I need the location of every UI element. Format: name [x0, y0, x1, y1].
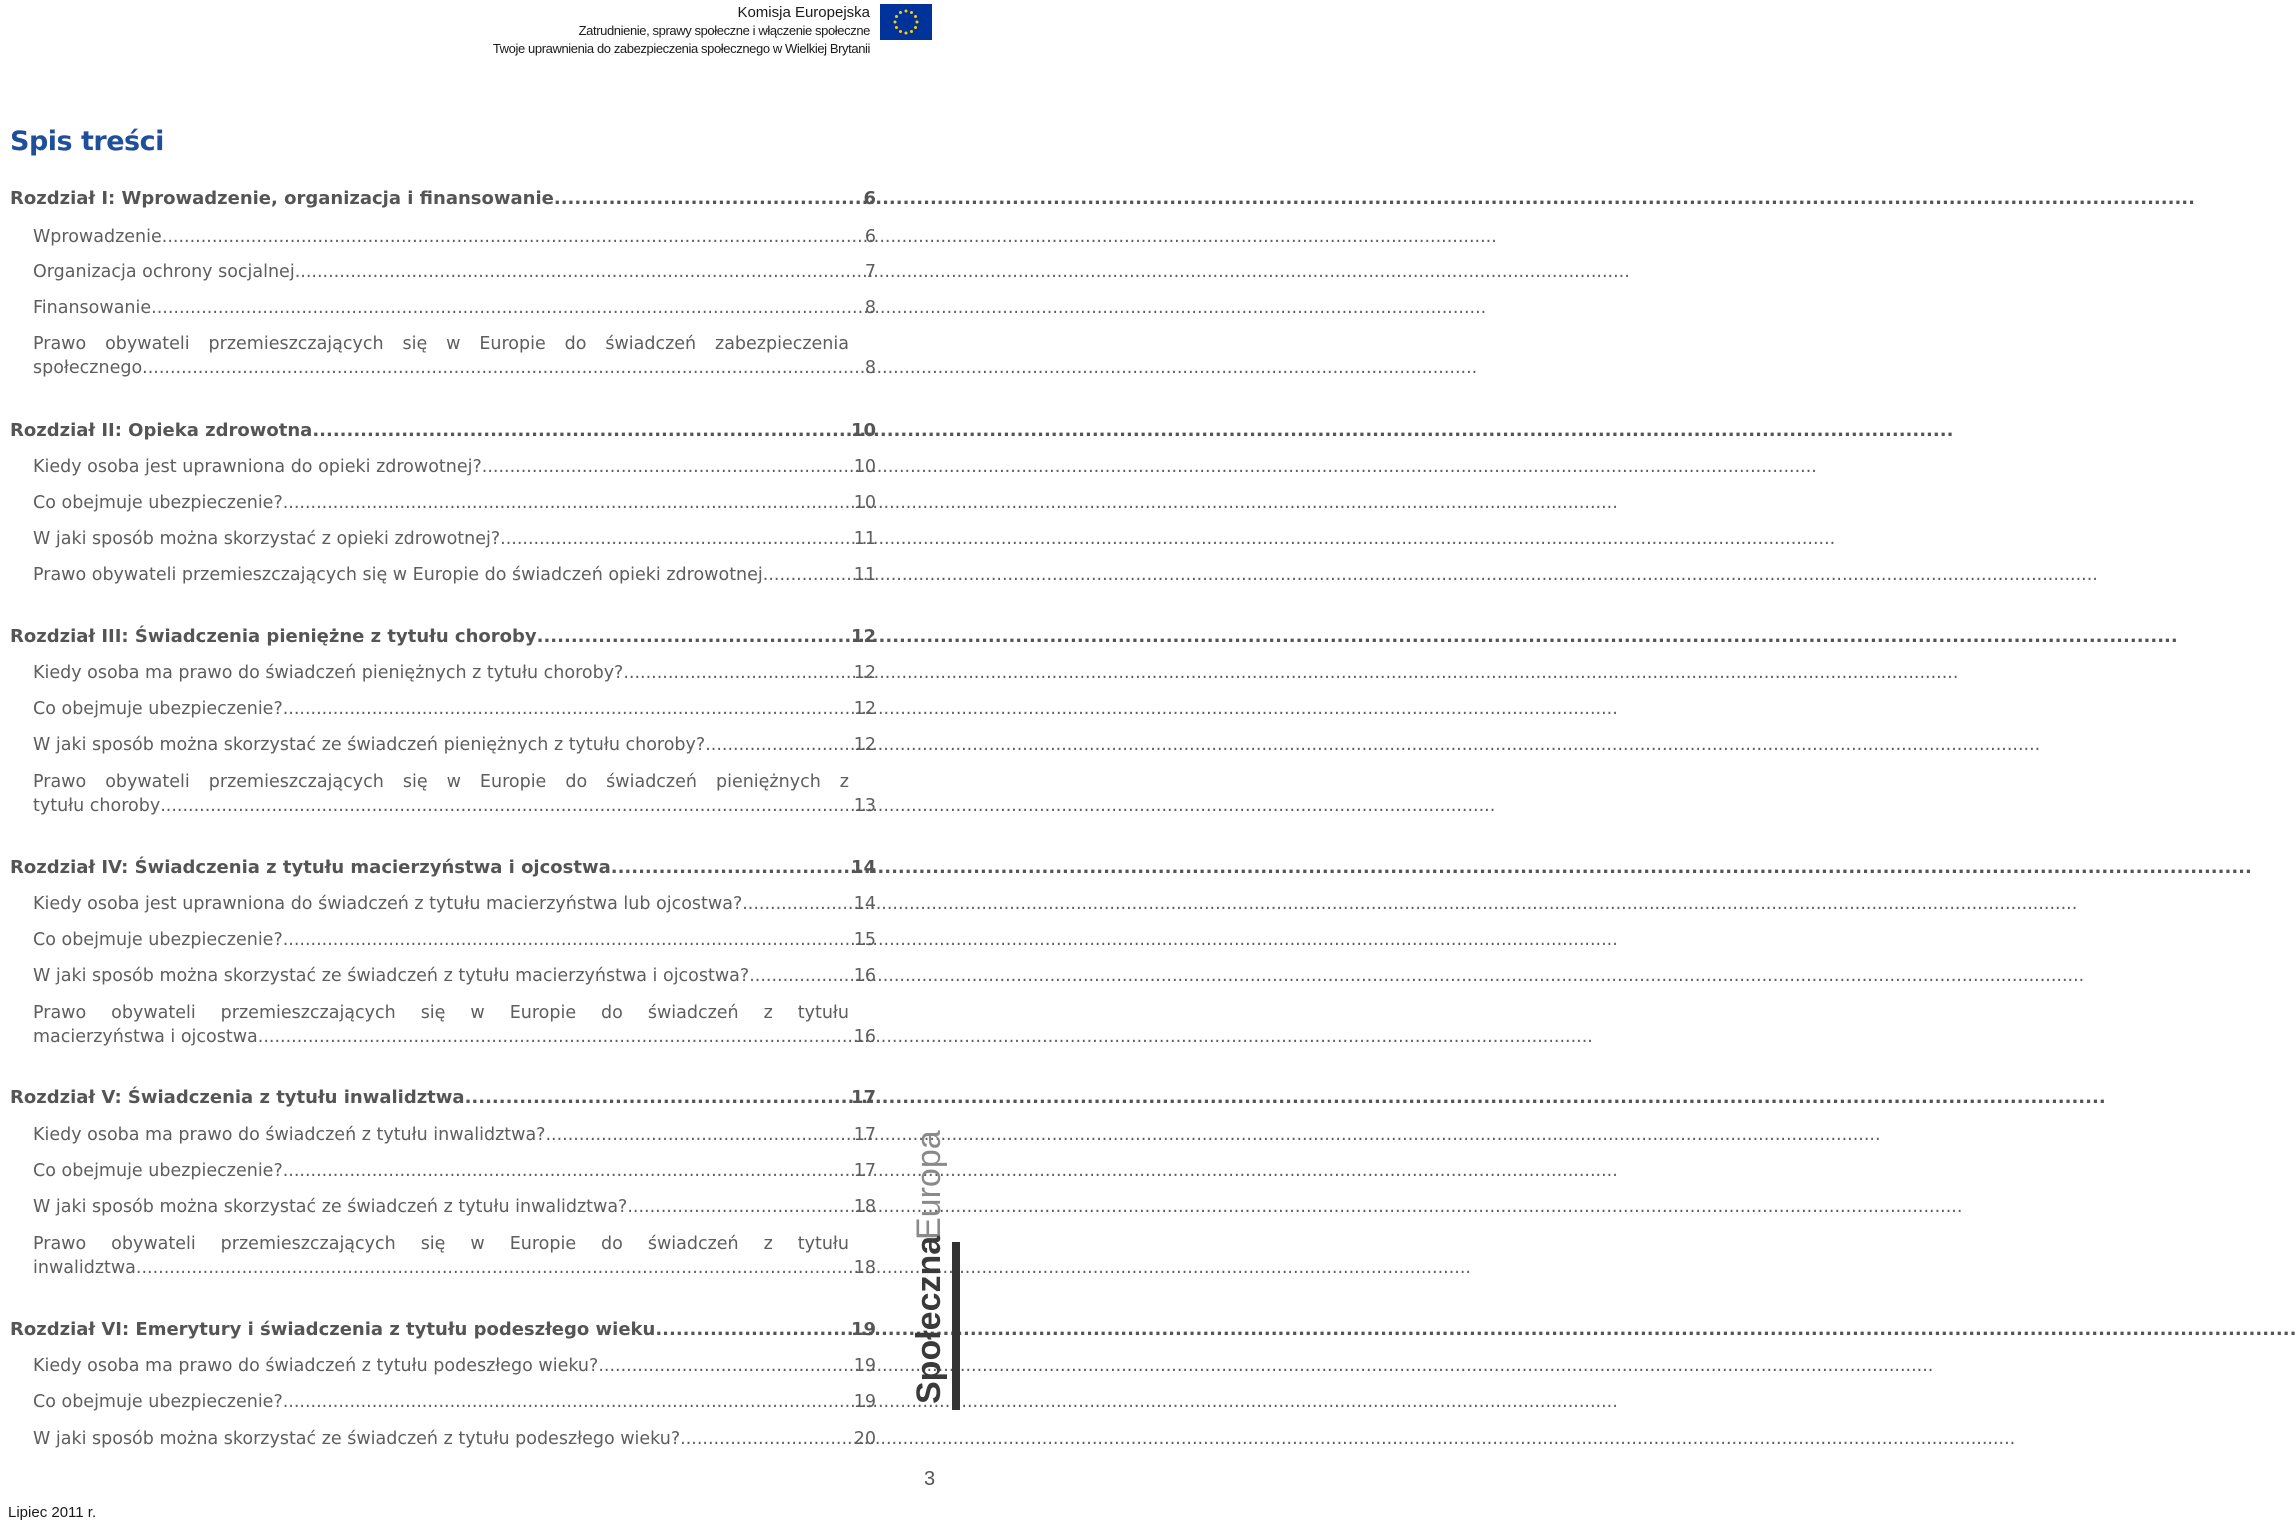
toc-entry-page: 20 — [853, 1429, 876, 1449]
toc-entry-title: W jaki sposób można skorzystać ze świadczeń pieniężnych z tytułu choroby? — [33, 735, 706, 755]
toc-section-5-1[interactable] — [33, 1125, 876, 1145]
toc-entry-title: Rozdział V: Świadczenia z tytułu inwalidztwa — [10, 1087, 465, 1108]
toc-entry-page: 8 — [864, 358, 876, 378]
toc-section-1-4-line1[interactable]: Prawo obywateli przemieszczających się w Europie do świadczeń zabezpieczenia — [33, 334, 849, 354]
brand-word-europa: Europa — [910, 1130, 948, 1240]
toc-section-2-4[interactable] — [33, 565, 876, 585]
toc-entry-title: Kiedy osoba jest uprawniona do opieki zdrowotnej? — [33, 457, 482, 477]
toc-entry-page: 18 — [853, 1197, 876, 1217]
toc-entry-title: Rozdział IV: Świadczenia z tytułu macierzyństwa i ojcostwa — [10, 857, 611, 878]
page-number: 3 — [924, 1468, 936, 1490]
toc-entry-title: Wprowadzenie — [33, 227, 162, 247]
toc-entry-title: społecznego — [33, 358, 143, 378]
header-organization: Komisja Europejska — [737, 4, 870, 21]
toc-section-6-1[interactable] — [33, 1356, 876, 1376]
toc-entry-page: 12 — [853, 735, 876, 755]
toc-section-2-3[interactable] — [33, 529, 876, 549]
toc-section-1-2[interactable] — [33, 262, 876, 282]
eu-star-icon — [905, 10, 908, 13]
toc-entry-title: Co obejmuje ubezpieczenie? — [33, 1161, 283, 1181]
toc-entry-page: 7 — [864, 262, 876, 282]
toc-chapter-4[interactable] — [10, 857, 876, 878]
toc-section-3-3[interactable] — [33, 735, 876, 755]
eu-star-icon — [916, 21, 919, 24]
header-document-title: Twoje uprawnienia do zabezpieczenia społecznego w Wielkiej Brytanii — [492, 41, 870, 56]
toc-section-3-4[interactable] — [33, 796, 876, 816]
toc-entry-page: 13 — [853, 796, 876, 816]
toc-entry-title: Kiedy osoba ma prawo do świadczeń z tytułu podeszłego wieku? — [33, 1356, 599, 1376]
toc-section-3-4-line1[interactable]: Prawo obywateli przemieszczających się w Europie do świadczeń pieniężnych z — [33, 772, 849, 792]
toc-entry-title: Kiedy osoba jest uprawniona do świadczeń z tytułu macierzyństwa lub ojcostwa? — [33, 894, 743, 914]
toc-entry-title: Co obejmuje ubezpieczenie? — [33, 930, 283, 950]
toc-entry-page: 16 — [853, 1027, 876, 1047]
toc-entry-title: W jaki sposób można skorzystać ze świadczeń z tytułu podeszłego wieku? — [33, 1429, 681, 1449]
toc-section-4-2[interactable] — [33, 930, 876, 950]
toc-entry-page: 19 — [850, 1319, 876, 1340]
toc-section-1-1[interactable] — [33, 227, 876, 247]
toc-chapter-5[interactable] — [10, 1087, 876, 1108]
eu-star-icon — [910, 30, 913, 33]
toc-entry-title: Rozdział VI: Emerytury i świadczenia z tytułu podeszłego wieku — [10, 1319, 656, 1340]
brand-word-spoleczna: Społeczna — [910, 1235, 948, 1404]
toc-chapter-2[interactable] — [10, 420, 876, 441]
toc-entry-page: 16 — [853, 966, 876, 986]
spoleczna-europa-logo — [898, 1110, 960, 1410]
toc-section-4-4[interactable] — [33, 1027, 876, 1047]
toc-entry-page: 12 — [850, 626, 876, 647]
document-header — [493, 4, 870, 58]
eu-star-icon — [894, 21, 897, 24]
eu-star-icon — [914, 15, 917, 18]
eu-star-icon — [899, 30, 902, 33]
footer-date: Lipiec 2011 r. — [8, 1504, 97, 1521]
toc-entry-page: 19 — [853, 1356, 876, 1376]
toc-entry-page: 17 — [853, 1125, 876, 1145]
header-department: Zatrudnienie, sprawy społeczne i włączenie społeczne — [578, 23, 870, 38]
toc-entry-title: Co obejmuje ubezpieczenie? — [33, 493, 283, 513]
toc-entry-title: Kiedy osoba ma prawo do świadczeń pieniężnych z tytułu choroby? — [33, 663, 624, 683]
eu-star-icon — [914, 26, 917, 29]
toc-entry-page: 14 — [853, 894, 876, 914]
toc-entry-page: 8 — [864, 298, 876, 318]
toc-section-4-3[interactable] — [33, 966, 876, 986]
eu-star-icon — [905, 32, 908, 35]
toc-entry-title: tytułu choroby — [33, 796, 161, 816]
toc-entry-page: 17 — [850, 1087, 876, 1108]
toc-entry-page: 6 — [863, 188, 876, 209]
toc-chapter-6[interactable] — [10, 1319, 876, 1340]
toc-section-5-2[interactable] — [33, 1161, 876, 1181]
toc-chapter-3[interactable] — [10, 626, 876, 647]
toc-entry-title: W jaki sposób można skorzystać ze świadczeń z tytułu macierzyństwa i ojcostwa? — [33, 966, 750, 986]
toc-section-6-3[interactable] — [33, 1429, 876, 1449]
toc-entry-title: inwalidztwa — [33, 1258, 136, 1278]
toc-entry-title: Organizacja ochrony socjalnej — [33, 262, 295, 282]
toc-entry-page: 11 — [853, 529, 876, 549]
toc-section-2-1[interactable] — [33, 457, 876, 477]
toc-section-5-4-line1[interactable]: Prawo obywateli przemieszczających się w Europie do świadczeń z tytułu — [33, 1234, 849, 1254]
toc-section-1-4[interactable] — [33, 358, 876, 378]
toc-entry-title: Prawo obywateli przemieszczających się w Europie do świadczeń opieki zdrowotnej — [33, 565, 763, 585]
toc-section-4-4-line1[interactable]: Prawo obywateli przemieszczających się w Europie do świadczeń z tytułu — [33, 1003, 849, 1023]
eu-star-icon — [895, 15, 898, 18]
toc-section-4-1[interactable] — [33, 894, 876, 914]
toc-entry-title: Rozdział II: Opieka zdrowotna — [10, 420, 313, 441]
toc-entry-page: 10 — [850, 420, 876, 441]
toc-heading: Spis treści — [10, 126, 164, 157]
toc-entry-title: W jaki sposób można skorzystać z opieki zdrowotnej? — [33, 529, 501, 549]
eu-star-icon — [910, 11, 913, 14]
toc-entry-page: 6 — [864, 227, 876, 247]
toc-entry-page: 14 — [850, 857, 876, 878]
toc-entry-title: Rozdział I: Wprowadzenie, organizacja i finansowanie — [10, 188, 554, 209]
toc-chapter-1[interactable] — [10, 188, 876, 209]
toc-section-5-4[interactable] — [33, 1258, 876, 1278]
toc-entry-title: Co obejmuje ubezpieczenie? — [33, 1392, 283, 1412]
toc-entry-page: 11 — [853, 565, 876, 585]
toc-entry-page: 12 — [853, 663, 876, 683]
toc-entry-page: 19 — [853, 1392, 876, 1412]
toc-entry-title: W jaki sposób można skorzystać ze świadczeń z tytułu inwalidztwa? — [33, 1197, 628, 1217]
toc-section-2-2[interactable] — [33, 493, 876, 513]
toc-section-3-2[interactable] — [33, 699, 876, 719]
eu-star-icon — [899, 11, 902, 14]
eu-star-icon — [895, 26, 898, 29]
toc-entry-title: Rozdział III: Świadczenia pieniężne z tytułu choroby — [10, 626, 537, 647]
toc-entry-page: 17 — [853, 1161, 876, 1181]
toc-section-6-2[interactable] — [33, 1392, 876, 1412]
toc-entry-page: 12 — [853, 699, 876, 719]
toc-entry-page: 10 — [853, 457, 876, 477]
toc-entry-title: Finansowanie — [33, 298, 152, 318]
eu-flag-icon — [880, 4, 932, 40]
toc-section-1-3[interactable] — [33, 298, 876, 318]
toc-entry-page: 15 — [853, 930, 876, 950]
toc-entry-title: Co obejmuje ubezpieczenie? — [33, 699, 283, 719]
toc-section-5-3[interactable] — [33, 1197, 876, 1217]
toc-entry-page: 18 — [853, 1258, 876, 1278]
toc-entry-page: 10 — [853, 493, 876, 513]
toc-section-3-1[interactable] — [33, 663, 876, 683]
toc-entry-title: Kiedy osoba ma prawo do świadczeń z tytułu inwalidztwa? — [33, 1125, 546, 1145]
toc-entry-title: macierzyństwa i ojcostwa — [33, 1027, 258, 1047]
